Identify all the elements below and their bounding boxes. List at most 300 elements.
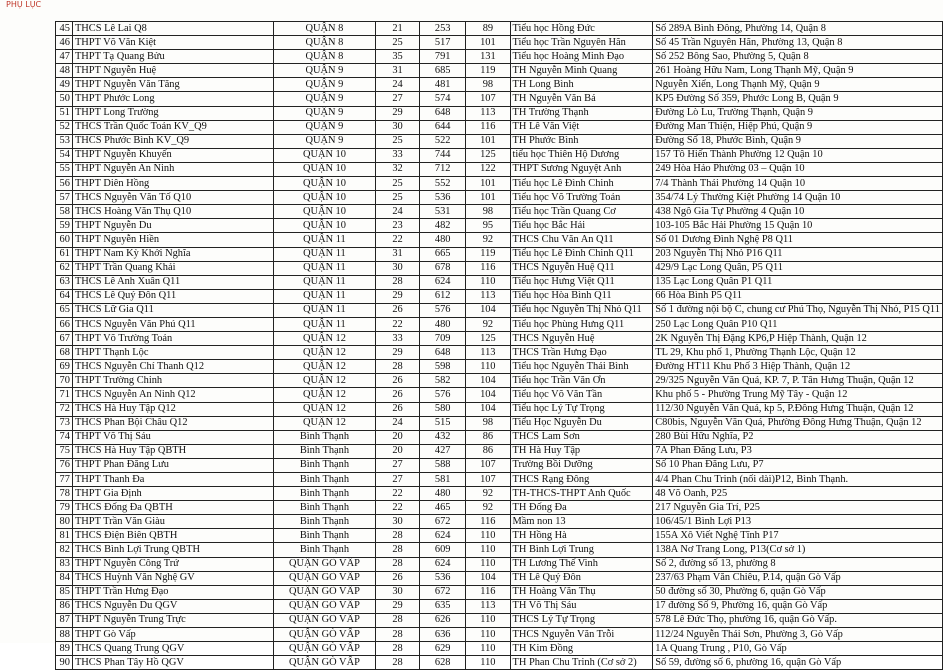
row-number-cell: 83 bbox=[56, 557, 73, 571]
district-cell: QUẬN 11 bbox=[273, 275, 375, 289]
row-number-cell: 55 bbox=[56, 162, 73, 176]
rooms-count-cell: 24 bbox=[376, 78, 420, 92]
district-cell: QUẬN 12 bbox=[273, 402, 375, 416]
row-number-cell: 45 bbox=[56, 22, 73, 36]
rooms-count-cell: 30 bbox=[376, 261, 420, 275]
staff-count-cell: 104 bbox=[466, 571, 510, 585]
staff-count-cell: 104 bbox=[466, 374, 510, 388]
school-name-cell: THPT Võ Trường Toản bbox=[72, 332, 273, 346]
row-number-cell: 84 bbox=[56, 571, 73, 585]
staff-count-cell: 95 bbox=[466, 219, 510, 233]
rooms-count-cell: 23 bbox=[376, 219, 420, 233]
candidates-count-cell: 582 bbox=[420, 374, 466, 388]
district-cell: QUẬN 11 bbox=[273, 289, 375, 303]
table-row bbox=[56, 148, 943, 162]
venue-address-cell: 261 Hoàng Hữu Nam, Long Thạnh Mỹ, Quận 9 bbox=[653, 64, 943, 78]
table-row bbox=[56, 233, 943, 247]
staff-count-cell: 110 bbox=[466, 557, 510, 571]
district-cell: QUẬN 8 bbox=[273, 50, 375, 64]
table-row bbox=[56, 444, 943, 458]
school-name-cell: THCS Lê Quý Đôn Q11 bbox=[72, 289, 273, 303]
district-cell: Bình Thạnh bbox=[273, 529, 375, 543]
school-name-cell: THCS Hà Huy Tập QBTH bbox=[72, 444, 273, 458]
venue-address-cell: 17 đường Số 9, Phường 16, quận Gò Vấp bbox=[653, 599, 943, 613]
district-cell: QUẬN 10 bbox=[273, 177, 375, 191]
venue-address-cell: 4/4 Phan Chu Trinh (nối dài)P12, Bình Thạnh. bbox=[653, 473, 943, 487]
venue-address-cell: C80bis, Nguyễn Văn Quá, Phường Đông Hưng Thuận, Quận 12 bbox=[653, 416, 943, 430]
rooms-count-cell: 26 bbox=[376, 571, 420, 585]
table-row bbox=[56, 374, 943, 388]
school-name-cell: THCS Quang Trung QGV bbox=[72, 642, 273, 656]
district-cell: QUẬN GÒ VẤP bbox=[273, 571, 375, 585]
candidates-count-cell: 612 bbox=[420, 289, 466, 303]
staff-count-cell: 116 bbox=[466, 120, 510, 134]
rooms-count-cell: 25 bbox=[376, 36, 420, 50]
staff-count-cell: 101 bbox=[466, 177, 510, 191]
rooms-count-cell: 25 bbox=[376, 134, 420, 148]
header-fragment: PHỤ LỤC bbox=[6, 0, 42, 9]
venue-address-cell: 157 Tô Hiến Thành Phường 12 Quận 10 bbox=[653, 148, 943, 162]
candidates-count-cell: 574 bbox=[420, 92, 466, 106]
rooms-count-cell: 31 bbox=[376, 247, 420, 261]
venue-address-cell: 429/9 Lạc Long Quân, P5 Q11 bbox=[653, 261, 943, 275]
venue-address-cell: Số 01 Dương Đình Nghệ P8 Q11 bbox=[653, 233, 943, 247]
district-cell: QUẬN GÒ VẤP bbox=[273, 557, 375, 571]
row-number-cell: 58 bbox=[56, 205, 73, 219]
venue-name-cell: THCS Rạng Đông bbox=[510, 473, 653, 487]
candidates-count-cell: 791 bbox=[420, 50, 466, 64]
school-name-cell: THPT Nguyễn An Ninh bbox=[72, 162, 273, 176]
candidates-count-cell: 536 bbox=[420, 571, 466, 585]
school-name-cell: THCS Hoàng Văn Thụ Q10 bbox=[72, 205, 273, 219]
district-cell: Bình Thạnh bbox=[273, 543, 375, 557]
table-row bbox=[56, 571, 943, 585]
table-row bbox=[56, 656, 943, 670]
rooms-count-cell: 29 bbox=[376, 599, 420, 613]
candidates-count-cell: 432 bbox=[420, 430, 466, 444]
district-cell: QUẬN GÒ VẤP bbox=[273, 585, 375, 599]
rooms-count-cell: 26 bbox=[376, 402, 420, 416]
venue-address-cell: Đường Số 18, Phước Bình, Quận 9 bbox=[653, 134, 943, 148]
staff-count-cell: 92 bbox=[466, 501, 510, 515]
row-number-cell: 67 bbox=[56, 332, 73, 346]
row-number-cell: 90 bbox=[56, 656, 73, 670]
school-name-cell: THCS Nguyễn Văn Tố Q10 bbox=[72, 191, 273, 205]
candidates-count-cell: 588 bbox=[420, 458, 466, 472]
school-name-cell: THPT Phan Đăng Lưu bbox=[72, 458, 273, 472]
rooms-count-cell: 28 bbox=[376, 543, 420, 557]
rooms-count-cell: 28 bbox=[376, 360, 420, 374]
rooms-count-cell: 28 bbox=[376, 557, 420, 571]
table-row bbox=[56, 557, 943, 571]
rooms-count-cell: 21 bbox=[376, 22, 420, 36]
district-cell: QUẬN 10 bbox=[273, 205, 375, 219]
staff-count-cell: 125 bbox=[466, 332, 510, 346]
candidates-count-cell: 665 bbox=[420, 247, 466, 261]
row-number-cell: 57 bbox=[56, 191, 73, 205]
candidates-count-cell: 480 bbox=[420, 233, 466, 247]
school-name-cell: THPT Nguyễn Văn Tăng bbox=[72, 78, 273, 92]
district-cell: QUẬN GÒ VẤP bbox=[273, 613, 375, 627]
table-row bbox=[56, 599, 943, 613]
venue-name-cell: Tiểu học Trần Nguyên Hãn bbox=[510, 36, 653, 50]
rooms-count-cell: 26 bbox=[376, 388, 420, 402]
venue-name-cell: Tiểu học Hưng Việt Q11 bbox=[510, 275, 653, 289]
candidates-count-cell: 644 bbox=[420, 120, 466, 134]
staff-count-cell: 110 bbox=[466, 275, 510, 289]
venue-address-cell: TL 29, Khu phố 1, Phường Thạnh Lộc, Quận 12 bbox=[653, 346, 943, 360]
venue-name-cell: TH Võ Thị Sáu bbox=[510, 599, 653, 613]
venue-address-cell: Số 2, đường số 13, phường 8 bbox=[653, 557, 943, 571]
staff-count-cell: 92 bbox=[466, 233, 510, 247]
venue-address-cell: 7A Phan Đăng Lưu, P3 bbox=[653, 444, 943, 458]
venue-address-cell: Đường Lò Lu, Trường Thạnh, Quận 9 bbox=[653, 106, 943, 120]
venue-address-cell: Số 45 Trần Nguyên Hãn, Phường 13, Quận 8 bbox=[653, 36, 943, 50]
staff-count-cell: 122 bbox=[466, 162, 510, 176]
venue-name-cell: TH Phan Chu Trinh (Cơ sở 2) bbox=[510, 656, 653, 670]
school-name-cell: THPT Phước Long bbox=[72, 92, 273, 106]
venue-name-cell: THCS Lam Sơn bbox=[510, 430, 653, 444]
rooms-count-cell: 20 bbox=[376, 430, 420, 444]
venue-address-cell: 438 Ngô Gia Tự Phường 4 Quận 10 bbox=[653, 205, 943, 219]
district-cell: QUẬN 12 bbox=[273, 332, 375, 346]
venue-name-cell: Tiểu học Lê Đình Chinh bbox=[510, 177, 653, 191]
candidates-count-cell: 624 bbox=[420, 557, 466, 571]
venue-name-cell: TH Lương Thế Vinh bbox=[510, 557, 653, 571]
row-number-cell: 89 bbox=[56, 642, 73, 656]
table-row bbox=[56, 416, 943, 430]
row-number-cell: 70 bbox=[56, 374, 73, 388]
district-cell: QUẬN 12 bbox=[273, 416, 375, 430]
rooms-count-cell: 31 bbox=[376, 64, 420, 78]
table-row bbox=[56, 388, 943, 402]
rooms-count-cell: 24 bbox=[376, 416, 420, 430]
venue-name-cell: Tiểu học Trần Văn Ơn bbox=[510, 374, 653, 388]
venue-address-cell: Nguyễn Xiển, Long Thạnh Mỹ, Quận 9 bbox=[653, 78, 943, 92]
candidates-count-cell: 576 bbox=[420, 388, 466, 402]
district-cell: Bình Thạnh bbox=[273, 458, 375, 472]
district-cell: QUẬN 12 bbox=[273, 346, 375, 360]
table-row bbox=[56, 317, 943, 331]
staff-count-cell: 104 bbox=[466, 388, 510, 402]
district-cell: QUẬN GÒ VẤP bbox=[273, 599, 375, 613]
table-row bbox=[56, 134, 943, 148]
table-row bbox=[56, 473, 943, 487]
school-name-cell: THCS Đống Đa QBTH bbox=[72, 501, 273, 515]
staff-count-cell: 113 bbox=[466, 289, 510, 303]
row-number-cell: 65 bbox=[56, 303, 73, 317]
venue-name-cell: Tiểu học Lý Tự Trọng bbox=[510, 402, 653, 416]
candidates-count-cell: 531 bbox=[420, 205, 466, 219]
row-number-cell: 62 bbox=[56, 261, 73, 275]
venue-name-cell: TH Hà Huy Tập bbox=[510, 444, 653, 458]
candidates-count-cell: 580 bbox=[420, 402, 466, 416]
school-name-cell: THCS Bình Lợi Trung QBTH bbox=[72, 543, 273, 557]
district-cell: QUẬN 10 bbox=[273, 162, 375, 176]
venue-name-cell: THCS Lý Tự Trọng bbox=[510, 613, 653, 627]
venue-address-cell: 217 Nguyễn Gia Trí, P25 bbox=[653, 501, 943, 515]
district-cell: Bình Thạnh bbox=[273, 444, 375, 458]
table-row bbox=[56, 332, 943, 346]
staff-count-cell: 104 bbox=[466, 303, 510, 317]
venue-address-cell: 66 Hòa Bình P5 Q11 bbox=[653, 289, 943, 303]
venue-name-cell: TH Bình Lợi Trung bbox=[510, 543, 653, 557]
table-row bbox=[56, 289, 943, 303]
venue-name-cell: Tiểu học Nguyễn Thị Nhỏ Q11 bbox=[510, 303, 653, 317]
school-name-cell: THPT Võ Văn Kiệt bbox=[72, 36, 273, 50]
venue-address-cell: 29/325 Nguyễn Văn Quá, KP. 7, P. Tân Hưng Thuận, Quận 12 bbox=[653, 374, 943, 388]
staff-count-cell: 92 bbox=[466, 487, 510, 501]
venue-address-cell: 354/74 Lý Thường Kiệt Phường 14 Quận 10 bbox=[653, 191, 943, 205]
district-cell: QUẬN 9 bbox=[273, 64, 375, 78]
venue-address-cell: 155A Xô Viết Nghệ Tĩnh P17 bbox=[653, 529, 943, 543]
table-row bbox=[56, 106, 943, 120]
venue-address-cell: Đường Man Thiện, Hiệp Phú, Quận 9 bbox=[653, 120, 943, 134]
row-number-cell: 59 bbox=[56, 219, 73, 233]
venue-address-cell: 250 Lạc Long Quân P10 Q11 bbox=[653, 317, 943, 331]
row-number-cell: 69 bbox=[56, 360, 73, 374]
staff-count-cell: 101 bbox=[466, 134, 510, 148]
candidates-count-cell: 624 bbox=[420, 529, 466, 543]
venue-name-cell: TH Lê Quý Đôn bbox=[510, 571, 653, 585]
venue-address-cell: 48 Võ Oanh, P25 bbox=[653, 487, 943, 501]
row-number-cell: 50 bbox=[56, 92, 73, 106]
staff-count-cell: 113 bbox=[466, 106, 510, 120]
rooms-count-cell: 29 bbox=[376, 289, 420, 303]
venue-name-cell: TH Đống Đa bbox=[510, 501, 653, 515]
venue-address-cell: 237/63 Phạm Văn Chiêu, P.14, quận Gò Vấp bbox=[653, 571, 943, 585]
rooms-count-cell: 26 bbox=[376, 303, 420, 317]
rooms-count-cell: 27 bbox=[376, 92, 420, 106]
venue-name-cell: TH Nguyễn Minh Quang bbox=[510, 64, 653, 78]
rooms-count-cell: 33 bbox=[376, 148, 420, 162]
venue-name-cell: TH Kim Đồng bbox=[510, 642, 653, 656]
table-row bbox=[56, 529, 943, 543]
table-row bbox=[56, 120, 943, 134]
venue-address-cell: 138A Nơ Trang Long, P13(Cơ sở 1) bbox=[653, 543, 943, 557]
table-row bbox=[56, 162, 943, 176]
row-number-cell: 74 bbox=[56, 430, 73, 444]
row-number-cell: 64 bbox=[56, 289, 73, 303]
school-name-cell: THPT Gia Định bbox=[72, 487, 273, 501]
venue-name-cell: TH Trường Thạnh bbox=[510, 106, 653, 120]
staff-count-cell: 116 bbox=[466, 261, 510, 275]
district-cell: QUẬN 8 bbox=[273, 36, 375, 50]
rooms-count-cell: 28 bbox=[376, 642, 420, 656]
candidates-count-cell: 522 bbox=[420, 134, 466, 148]
venue-address-cell: Số 59, đường số 6, phường 16, quận Gò Vấp bbox=[653, 656, 943, 670]
staff-count-cell: 119 bbox=[466, 64, 510, 78]
row-number-cell: 46 bbox=[56, 36, 73, 50]
row-number-cell: 81 bbox=[56, 529, 73, 543]
row-number-cell: 51 bbox=[56, 106, 73, 120]
candidates-count-cell: 517 bbox=[420, 36, 466, 50]
venue-name-cell: tiểu học Thiên Hộ Dương bbox=[510, 148, 653, 162]
row-number-cell: 80 bbox=[56, 515, 73, 529]
school-name-cell: THCS Phan Bội Châu Q12 bbox=[72, 416, 273, 430]
row-number-cell: 47 bbox=[56, 50, 73, 64]
venue-address-cell: 112/30 Nguyễn Văn Quá, kp 5, P.Đông Hưng Thuận, Quận 12 bbox=[653, 402, 943, 416]
table-row bbox=[56, 515, 943, 529]
candidates-count-cell: 427 bbox=[420, 444, 466, 458]
venue-address-cell: 249 Hòa Hảo Phường 03 – Quận 10 bbox=[653, 162, 943, 176]
venue-name-cell: Tiểu học Phùng Hưng Q11 bbox=[510, 317, 653, 331]
venue-name-cell: TH Phước Bình bbox=[510, 134, 653, 148]
rooms-count-cell: 30 bbox=[376, 120, 420, 134]
candidates-count-cell: 481 bbox=[420, 78, 466, 92]
venue-name-cell: TH Lê Văn Việt bbox=[510, 120, 653, 134]
rooms-count-cell: 27 bbox=[376, 458, 420, 472]
school-name-cell: THCS Nguyễn Chí Thanh Q12 bbox=[72, 360, 273, 374]
district-cell: Bình Thạnh bbox=[273, 487, 375, 501]
rooms-count-cell: 20 bbox=[376, 444, 420, 458]
table-row bbox=[56, 22, 943, 36]
row-number-cell: 63 bbox=[56, 275, 73, 289]
staff-count-cell: 101 bbox=[466, 36, 510, 50]
rooms-count-cell: 28 bbox=[376, 529, 420, 543]
district-cell: QUẬN 10 bbox=[273, 219, 375, 233]
staff-count-cell: 107 bbox=[466, 473, 510, 487]
candidates-count-cell: 648 bbox=[420, 346, 466, 360]
row-number-cell: 53 bbox=[56, 134, 73, 148]
rooms-count-cell: 25 bbox=[376, 177, 420, 191]
district-cell: QUẬN 9 bbox=[273, 92, 375, 106]
rooms-count-cell: 29 bbox=[376, 346, 420, 360]
venue-name-cell: Tiểu học Võ Văn Tần bbox=[510, 388, 653, 402]
school-name-cell: THPT Nguyễn Du bbox=[72, 219, 273, 233]
rooms-count-cell: 30 bbox=[376, 515, 420, 529]
venue-address-cell: Đường HT11 Khu Phố 3 Hiệp Thành, Quận 12 bbox=[653, 360, 943, 374]
row-number-cell: 52 bbox=[56, 120, 73, 134]
staff-count-cell: 89 bbox=[466, 22, 510, 36]
school-name-cell: THPT Nguyễn Khuyến bbox=[72, 148, 273, 162]
venue-name-cell: Tiểu học Hòa Bình Q11 bbox=[510, 289, 653, 303]
row-number-cell: 48 bbox=[56, 64, 73, 78]
district-cell: QUẬN GÒ VẤP bbox=[273, 656, 375, 670]
rooms-count-cell: 24 bbox=[376, 205, 420, 219]
venue-name-cell: Tiểu Học Nguyễn Du bbox=[510, 416, 653, 430]
staff-count-cell: 119 bbox=[466, 247, 510, 261]
candidates-count-cell: 629 bbox=[420, 642, 466, 656]
candidates-count-cell: 465 bbox=[420, 501, 466, 515]
school-name-cell: THCS Huỳnh Văn Nghệ GV bbox=[72, 571, 273, 585]
venue-name-cell: THCS Nguyễn Huệ Q11 bbox=[510, 261, 653, 275]
table-row bbox=[56, 50, 943, 64]
staff-count-cell: 125 bbox=[466, 148, 510, 162]
staff-count-cell: 92 bbox=[466, 317, 510, 331]
table-row bbox=[56, 613, 943, 627]
candidates-count-cell: 636 bbox=[420, 628, 466, 642]
school-name-cell: THCS Lữ Gia Q11 bbox=[72, 303, 273, 317]
row-number-cell: 72 bbox=[56, 402, 73, 416]
venue-address-cell: 2K Nguyễn Thị Đặng KP6,P Hiệp Thành, Quận 12 bbox=[653, 332, 943, 346]
district-cell: QUẬN 11 bbox=[273, 233, 375, 247]
rooms-count-cell: 28 bbox=[376, 275, 420, 289]
school-name-cell: THPT Nguyễn Trung Trực bbox=[72, 613, 273, 627]
row-number-cell: 85 bbox=[56, 585, 73, 599]
staff-count-cell: 116 bbox=[466, 515, 510, 529]
school-name-cell: THCS Điện Biên QBTH bbox=[72, 529, 273, 543]
district-cell: QUẬN 9 bbox=[273, 78, 375, 92]
rooms-count-cell: 28 bbox=[376, 613, 420, 627]
school-name-cell: THPT Nguyễn Huệ bbox=[72, 64, 273, 78]
venue-address-cell: 578 Lê Đức Thọ, phường 16, quận Gò Vấp. bbox=[653, 613, 943, 627]
rooms-count-cell: 22 bbox=[376, 501, 420, 515]
candidates-count-cell: 648 bbox=[420, 106, 466, 120]
staff-count-cell: 101 bbox=[466, 191, 510, 205]
venue-name-cell: Trường Bồi Dưỡng bbox=[510, 458, 653, 472]
candidates-count-cell: 598 bbox=[420, 360, 466, 374]
table-row bbox=[56, 191, 943, 205]
venue-address-cell: Số 252 Bông Sao, Phường 5, Quận 8 bbox=[653, 50, 943, 64]
district-cell: Bình Thạnh bbox=[273, 515, 375, 529]
school-name-cell: THCS Nguyễn Văn Phú Q11 bbox=[72, 317, 273, 331]
venue-address-cell: 7/4 Thành Thái Phường 14 Quận 10 bbox=[653, 177, 943, 191]
venue-name-cell: TH-THCS-THPT Anh Quốc bbox=[510, 487, 653, 501]
table-row bbox=[56, 205, 943, 219]
school-name-cell: THCS Nguyễn An Ninh Q12 bbox=[72, 388, 273, 402]
row-number-cell: 77 bbox=[56, 473, 73, 487]
candidates-count-cell: 480 bbox=[420, 317, 466, 331]
staff-count-cell: 98 bbox=[466, 416, 510, 430]
district-cell: QUẬN 9 bbox=[273, 120, 375, 134]
venue-name-cell: TH Hồng Hà bbox=[510, 529, 653, 543]
school-name-cell: THPT Gò Vấp bbox=[72, 628, 273, 642]
row-number-cell: 54 bbox=[56, 148, 73, 162]
staff-count-cell: 86 bbox=[466, 444, 510, 458]
venue-address-cell: Số 1 đường nội bộ C, chung cư Phú Thọ, Nguyễn Thị Nhỏ, P15 Q11 bbox=[653, 303, 943, 317]
district-cell: QUẬN 12 bbox=[273, 388, 375, 402]
venue-address-cell: 103-105 Bắc Hải Phường 15 Quận 10 bbox=[653, 219, 943, 233]
row-number-cell: 49 bbox=[56, 78, 73, 92]
row-number-cell: 60 bbox=[56, 233, 73, 247]
rooms-count-cell: 22 bbox=[376, 233, 420, 247]
candidates-count-cell: 744 bbox=[420, 148, 466, 162]
table-row bbox=[56, 78, 943, 92]
row-number-cell: 86 bbox=[56, 599, 73, 613]
school-name-cell: THPT Trần Văn Giàu bbox=[72, 515, 273, 529]
venue-name-cell: TH Hoàng Văn Thụ bbox=[510, 585, 653, 599]
district-cell: Bình Thạnh bbox=[273, 501, 375, 515]
row-number-cell: 68 bbox=[56, 346, 73, 360]
table-row bbox=[56, 430, 943, 444]
table-row bbox=[56, 487, 943, 501]
table-row bbox=[56, 402, 943, 416]
staff-count-cell: 110 bbox=[466, 613, 510, 627]
staff-count-cell: 110 bbox=[466, 628, 510, 642]
venue-name-cell: THCS Chu Văn An Q11 bbox=[510, 233, 653, 247]
candidates-count-cell: 576 bbox=[420, 303, 466, 317]
table-row bbox=[56, 275, 943, 289]
school-name-cell: THCS Lê Lai Q8 bbox=[72, 22, 273, 36]
rooms-count-cell: 29 bbox=[376, 106, 420, 120]
venue-name-cell: Tiểu học Võ Trường Toản bbox=[510, 191, 653, 205]
staff-count-cell: 131 bbox=[466, 50, 510, 64]
venue-address-cell: 203 Nguyễn Thị Nhỏ P16 Q11 bbox=[653, 247, 943, 261]
table-row bbox=[56, 642, 943, 656]
rooms-count-cell: 30 bbox=[376, 585, 420, 599]
venue-address-cell: Số 10 Phan Đăng Lưu, P7 bbox=[653, 458, 943, 472]
venue-name-cell: TH Long Bình bbox=[510, 78, 653, 92]
table-row bbox=[56, 177, 943, 191]
venue-address-cell: 135 Lạc Long Quân P1 Q11 bbox=[653, 275, 943, 289]
school-name-cell: THPT Thạnh Lộc bbox=[72, 346, 273, 360]
district-cell: Bình Thạnh bbox=[273, 430, 375, 444]
candidates-count-cell: 672 bbox=[420, 585, 466, 599]
school-name-cell: THPT Trần Quang Khải bbox=[72, 261, 273, 275]
venue-name-cell: Tiểu học Lê Đình Chinh Q11 bbox=[510, 247, 653, 261]
venue-name-cell: THCS Nguyễn Huệ bbox=[510, 332, 653, 346]
